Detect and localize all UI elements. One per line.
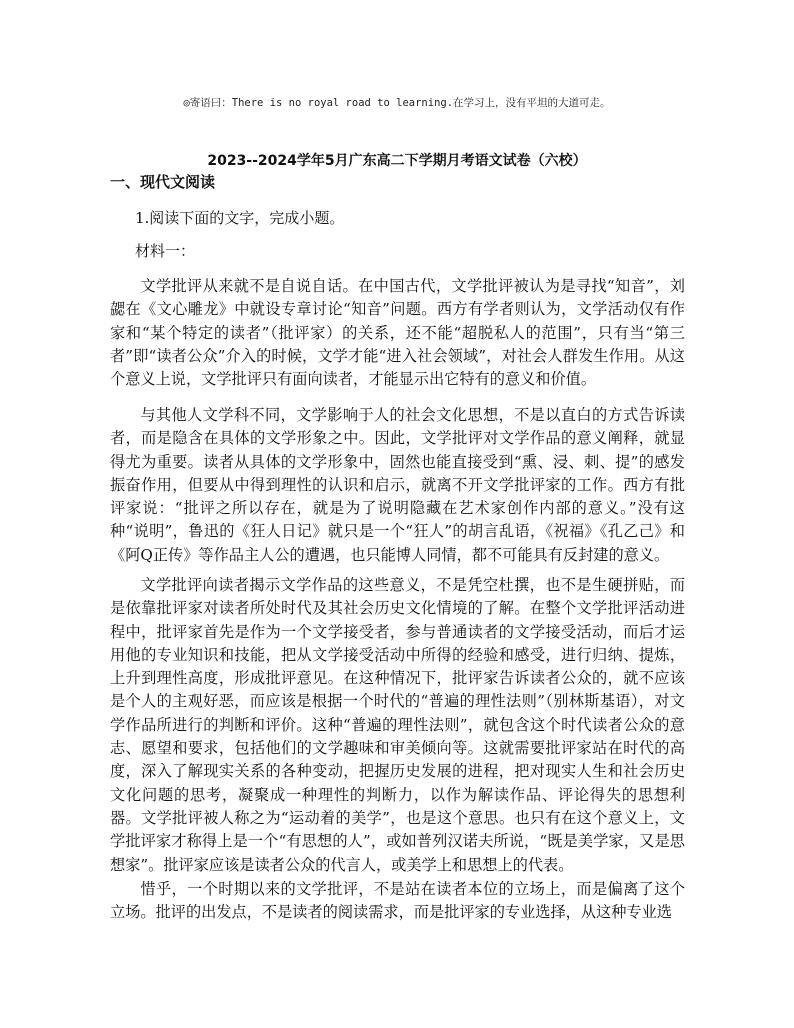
document-title: 2023--2024学年5月广东高二下学期月考语文试卷（六校） [207, 153, 587, 169]
question-instruction: 1.阅读下面的文字，完成小题。 [135, 209, 345, 227]
paragraph-1: 文学批评从来就不是自说自话。在中国古代，文学批评被认为是寻找“知音”，刘勰在《文心雕龙》中就设专章讨论“知音”问题。西方有学者则认为，文学活动仅有作家和“某个特定的读者”（批评家）的关系，还不能“超脱私人的范围”，只有当“第三者”即“读者公众”介入的时候，文学才能“进入社会领域”，对社会人群发生作用。从这个意义上说，文学批评只有面向读者，才能显示出它特有的意义和价值。 [110, 277, 685, 389]
header-note: ◎寄语曰：There is no royal road to learning.在学习上，没有平坦的大道可走。 [183, 97, 611, 109]
section-heading: 一、现代文阅读 [110, 173, 216, 191]
paragraph-4: 惜乎，一个时期以来的文学批评，不是站在读者本位的立场上，而是偏离了这个立场。批评的出发点，不是读者的阅读需求，而是批评家的专业选择，从这种专业选 [110, 880, 685, 922]
paragraph-2: 与其他人文学科不同，文学影响于人的社会文化思想，不是以直白的方式告诉读者，而是隐含在具体的文学形象之中。因此，文学批评对文学作品的意义阐释，就显得尤为重要。读者从具体的文学形象中，固然也能直接受到“熏、浸、刺、提”的感发振奋作用，但要从中得到理性的认识和启示，就离不开文学批评家的工作。西方有批评家说：“批评之所以存在，就是为了说明隐藏在艺术家创作内部的意义。”没有这种“说明”，鲁迅的《狂人日记》就只是一个“狂人”的胡言乱语，《祝福》《孔乙己》和《阿Q正传》等作品主人公的遭遇，也只能博人同情，都不可能具有反封建的意义。 [110, 406, 685, 564]
material-label: 材料一： [135, 242, 196, 260]
paragraph-3: 文学批评向读者揭示文学作品的这些意义，不是凭空杜撰，也不是生硬拼贴，而是依靠批评家对读者所处时代及其社会历史文化情境的了解。在整个文学批评活动进程中，批评家首先是作为一个文学接受者，参与普通读者的文学接受活动，而后才运用他的专业知识和技能，把从文学接受活动中所得的经验和感受，进行归纳、提炼，上升到理性高度，形成批评意见。在这种情况下，批评家告诉读者公众的，就不应该是个人的主观好恶，而应该是根据一个时代的“普遍的理性法则”（别林斯基语），对文学作品所进行的判断和评价。这种“普遍的理性法则”，就包含这个时代读者公众的意志、愿望和要求，包括他们的文学趣味和审美倾向等。这就需要批评家站在时代的高度，深入了解现实关系的各种变动，把握历史发展的进程，把对现实人生和社会历史文化问题的思考，凝聚成一种理性的判断力，以作为解读作品、评论得失的思想利器。文学批评被人称之为“运动着的美学”，也是这个意思。也只有在这个意义上，文学批评家才称得上是一个“有思想的人”，或如普列汉诺夫所说，“既是美学家，又是思想家”。批评家应该是读者公众的代言人，或美学上和思想上的代表。 [110, 576, 685, 874]
